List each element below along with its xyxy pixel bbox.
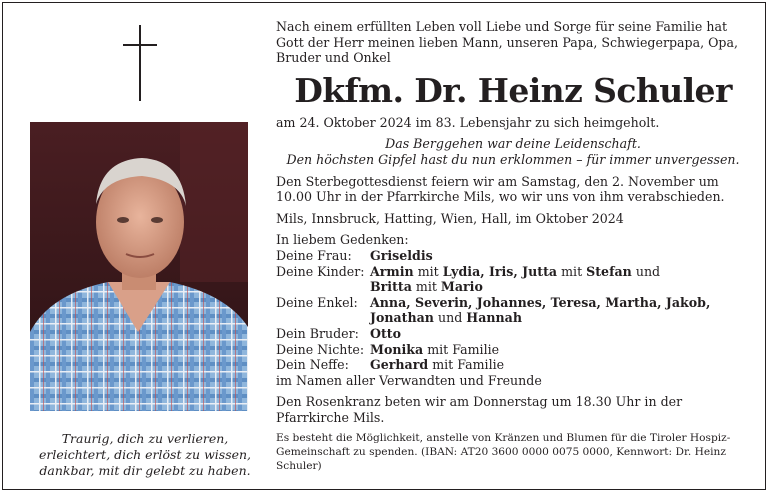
family-name: Anna, Severin, Johannes, Teresa, Martha, Jakob, xyxy=(370,294,711,310)
connector: und xyxy=(635,263,661,279)
family-row xyxy=(276,357,750,373)
family-label: Deine Enkel: xyxy=(276,294,358,310)
family-label: Deine Nichte: xyxy=(276,341,365,357)
family-label: Deine Frau: xyxy=(276,247,352,263)
family-label: Dein Neffe: xyxy=(276,357,349,373)
quote-line: Traurig, dich zu verlieren, xyxy=(61,431,229,446)
connector: mit Familie xyxy=(427,341,500,357)
intro-text: Nach einem erfüllten Leben voll Liebe und Sorge für seine Familie hat Gott der Herr meinen lieben Mann, unseren Papa, Schwiegerpapa, Opa, Bruder und Onkel xyxy=(276,19,739,66)
family-name: Stefan xyxy=(586,263,632,279)
places-date: Mils, Innsbruck, Hatting, Wien, Hall, im Oktober 2024 xyxy=(276,210,624,226)
family-row xyxy=(276,295,750,326)
cross-icon xyxy=(123,25,157,101)
quote-line: erleichtert, dich erlöst zu wissen, xyxy=(38,447,252,462)
relatives-line: im Namen aller Verwandten und Freunde xyxy=(276,372,542,388)
family-row xyxy=(276,264,750,295)
closing-quote xyxy=(30,431,260,479)
verse-line: Das Berggehen war deine Leidenschaft. xyxy=(385,136,641,152)
family-label: Dein Bruder: xyxy=(276,325,359,341)
connector: mit xyxy=(561,263,583,279)
family-name: Otto xyxy=(370,325,402,341)
family-row xyxy=(276,248,750,264)
family-name: Britta xyxy=(370,279,412,295)
family-row xyxy=(276,342,750,358)
family-name: Monika xyxy=(370,341,424,357)
obituary-text xyxy=(276,19,750,473)
connector: mit xyxy=(417,263,439,279)
connector: und xyxy=(437,310,463,326)
memory-heading: In liebem Gedenken: xyxy=(276,232,409,248)
family-name: Lydia, Iris, Jutta xyxy=(442,263,558,279)
family-row xyxy=(276,326,750,342)
family-name: Armin xyxy=(370,263,414,279)
verse-line: Den höchsten Gipfel hast du nun erklommen – für immer unvergessen. xyxy=(286,151,740,167)
family-name: Mario xyxy=(440,279,483,295)
deceased-name: Dkfm. Dr. Heinz Schuler xyxy=(294,70,732,110)
family-label: Deine Kinder: xyxy=(276,263,365,279)
portrait-photo xyxy=(30,122,248,411)
connector: mit Familie xyxy=(432,357,505,373)
connector: mit xyxy=(415,279,437,295)
rosary-info: Den Rosenkranz beten wir am Donnerstag um 18.30 Uhr in der Pfarrkirche Mils. xyxy=(276,394,683,425)
obituary-card xyxy=(2,2,766,490)
family-name: Hannah xyxy=(466,310,522,326)
family-list xyxy=(276,248,750,388)
donation-note: Es besteht die Möglichkeit, anstelle von Kränzen und Blumen für die Tiroler Hospiz-Gemeinschaft zu spenden. (IBAN: AT20 3600 0000 0075 0000, Kennwort: Dr. Heinz Schuler) xyxy=(276,432,731,473)
death-line: am 24. Oktober 2024 im 83. Lebensjahr zu sich heimgeholt. xyxy=(276,114,660,130)
quote-line: dankbar, mit dir gelebt zu haben. xyxy=(39,463,251,478)
family-name: Jonathan xyxy=(370,310,434,326)
service-info: Den Sterbegottesdienst feiern wir am Samstag, den 2. November um 10.00 Uhr in der Pfarrkirche Mils, wo wir uns von ihm verabschieden. xyxy=(276,173,725,205)
family-name: Gerhard xyxy=(370,357,429,373)
family-name: Griseldis xyxy=(370,247,433,263)
